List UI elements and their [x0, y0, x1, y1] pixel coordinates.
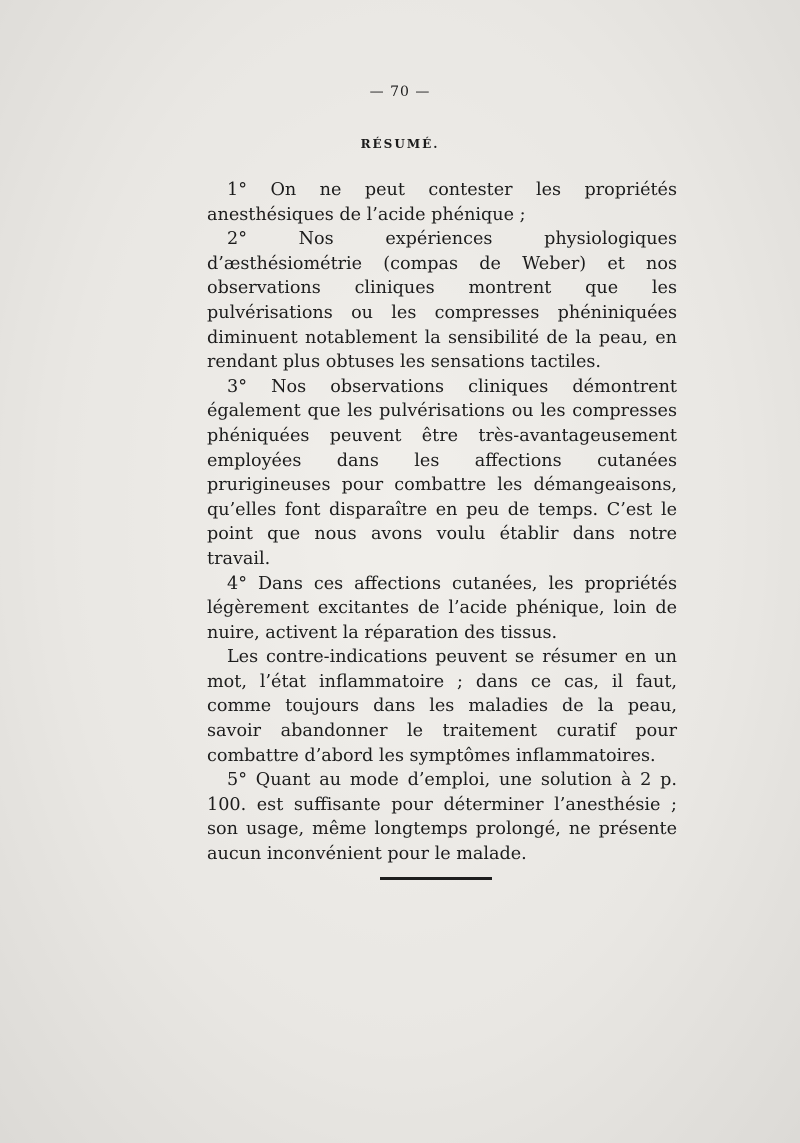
paragraph-1: 1° On ne peut contester les propriétés anesthésiques de l’acide phénique ;: [207, 180, 677, 225]
section-title: RÉSUMÉ.: [360, 137, 440, 151]
section-end-rule: [380, 877, 492, 880]
paragraph-6: 5° Quant au mode d’emploi, une solution à 2 p. 100. est suffisante pour déterminer l’anesthésie ; son usage, même longtemps prolongé, ne présente aucun inconvénient pour le malade.: [207, 770, 677, 865]
paragraph-3: 3° Nos observations cliniques démontrent également que les pulvérisations ou les compresses phéniquées peuvent être très-avantageusement employées dans les affections cutanées prurigineuses pour combattre les démangeaisons, qu’elles font disparaître en peu de temps. C’est le point que nous avons voulu établir dans notre travail.: [207, 376, 677, 569]
paragraph-2: 2° Nos expériences physiologiques d’æsthésiométrie (compas de Weber) et nos observations cliniques montrent que les pulvérisations ou les compresses phéniniquées diminuent notablement la sensibilité de la peau, en rendant plus obtuses les sensations tactiles.: [207, 229, 677, 373]
paragraph-4: 4° Dans ces affections cutanées, les propriétés légèrement excitantes de l’acide phénique, loin de nuire, activent la réparation des tissus.: [207, 573, 677, 643]
body-text: [207, 178, 677, 867]
page-number: — 70 —: [369, 84, 431, 100]
paragraph-5: Les contre-indications peuvent se résumer en un mot, l’état inflammatoire ; dans ce cas, il faut, comme toujours dans les maladies de la peau, savoir abandonner le traitement curatif pour combattre d’abord les symptômes inflammatoires.: [207, 647, 677, 766]
